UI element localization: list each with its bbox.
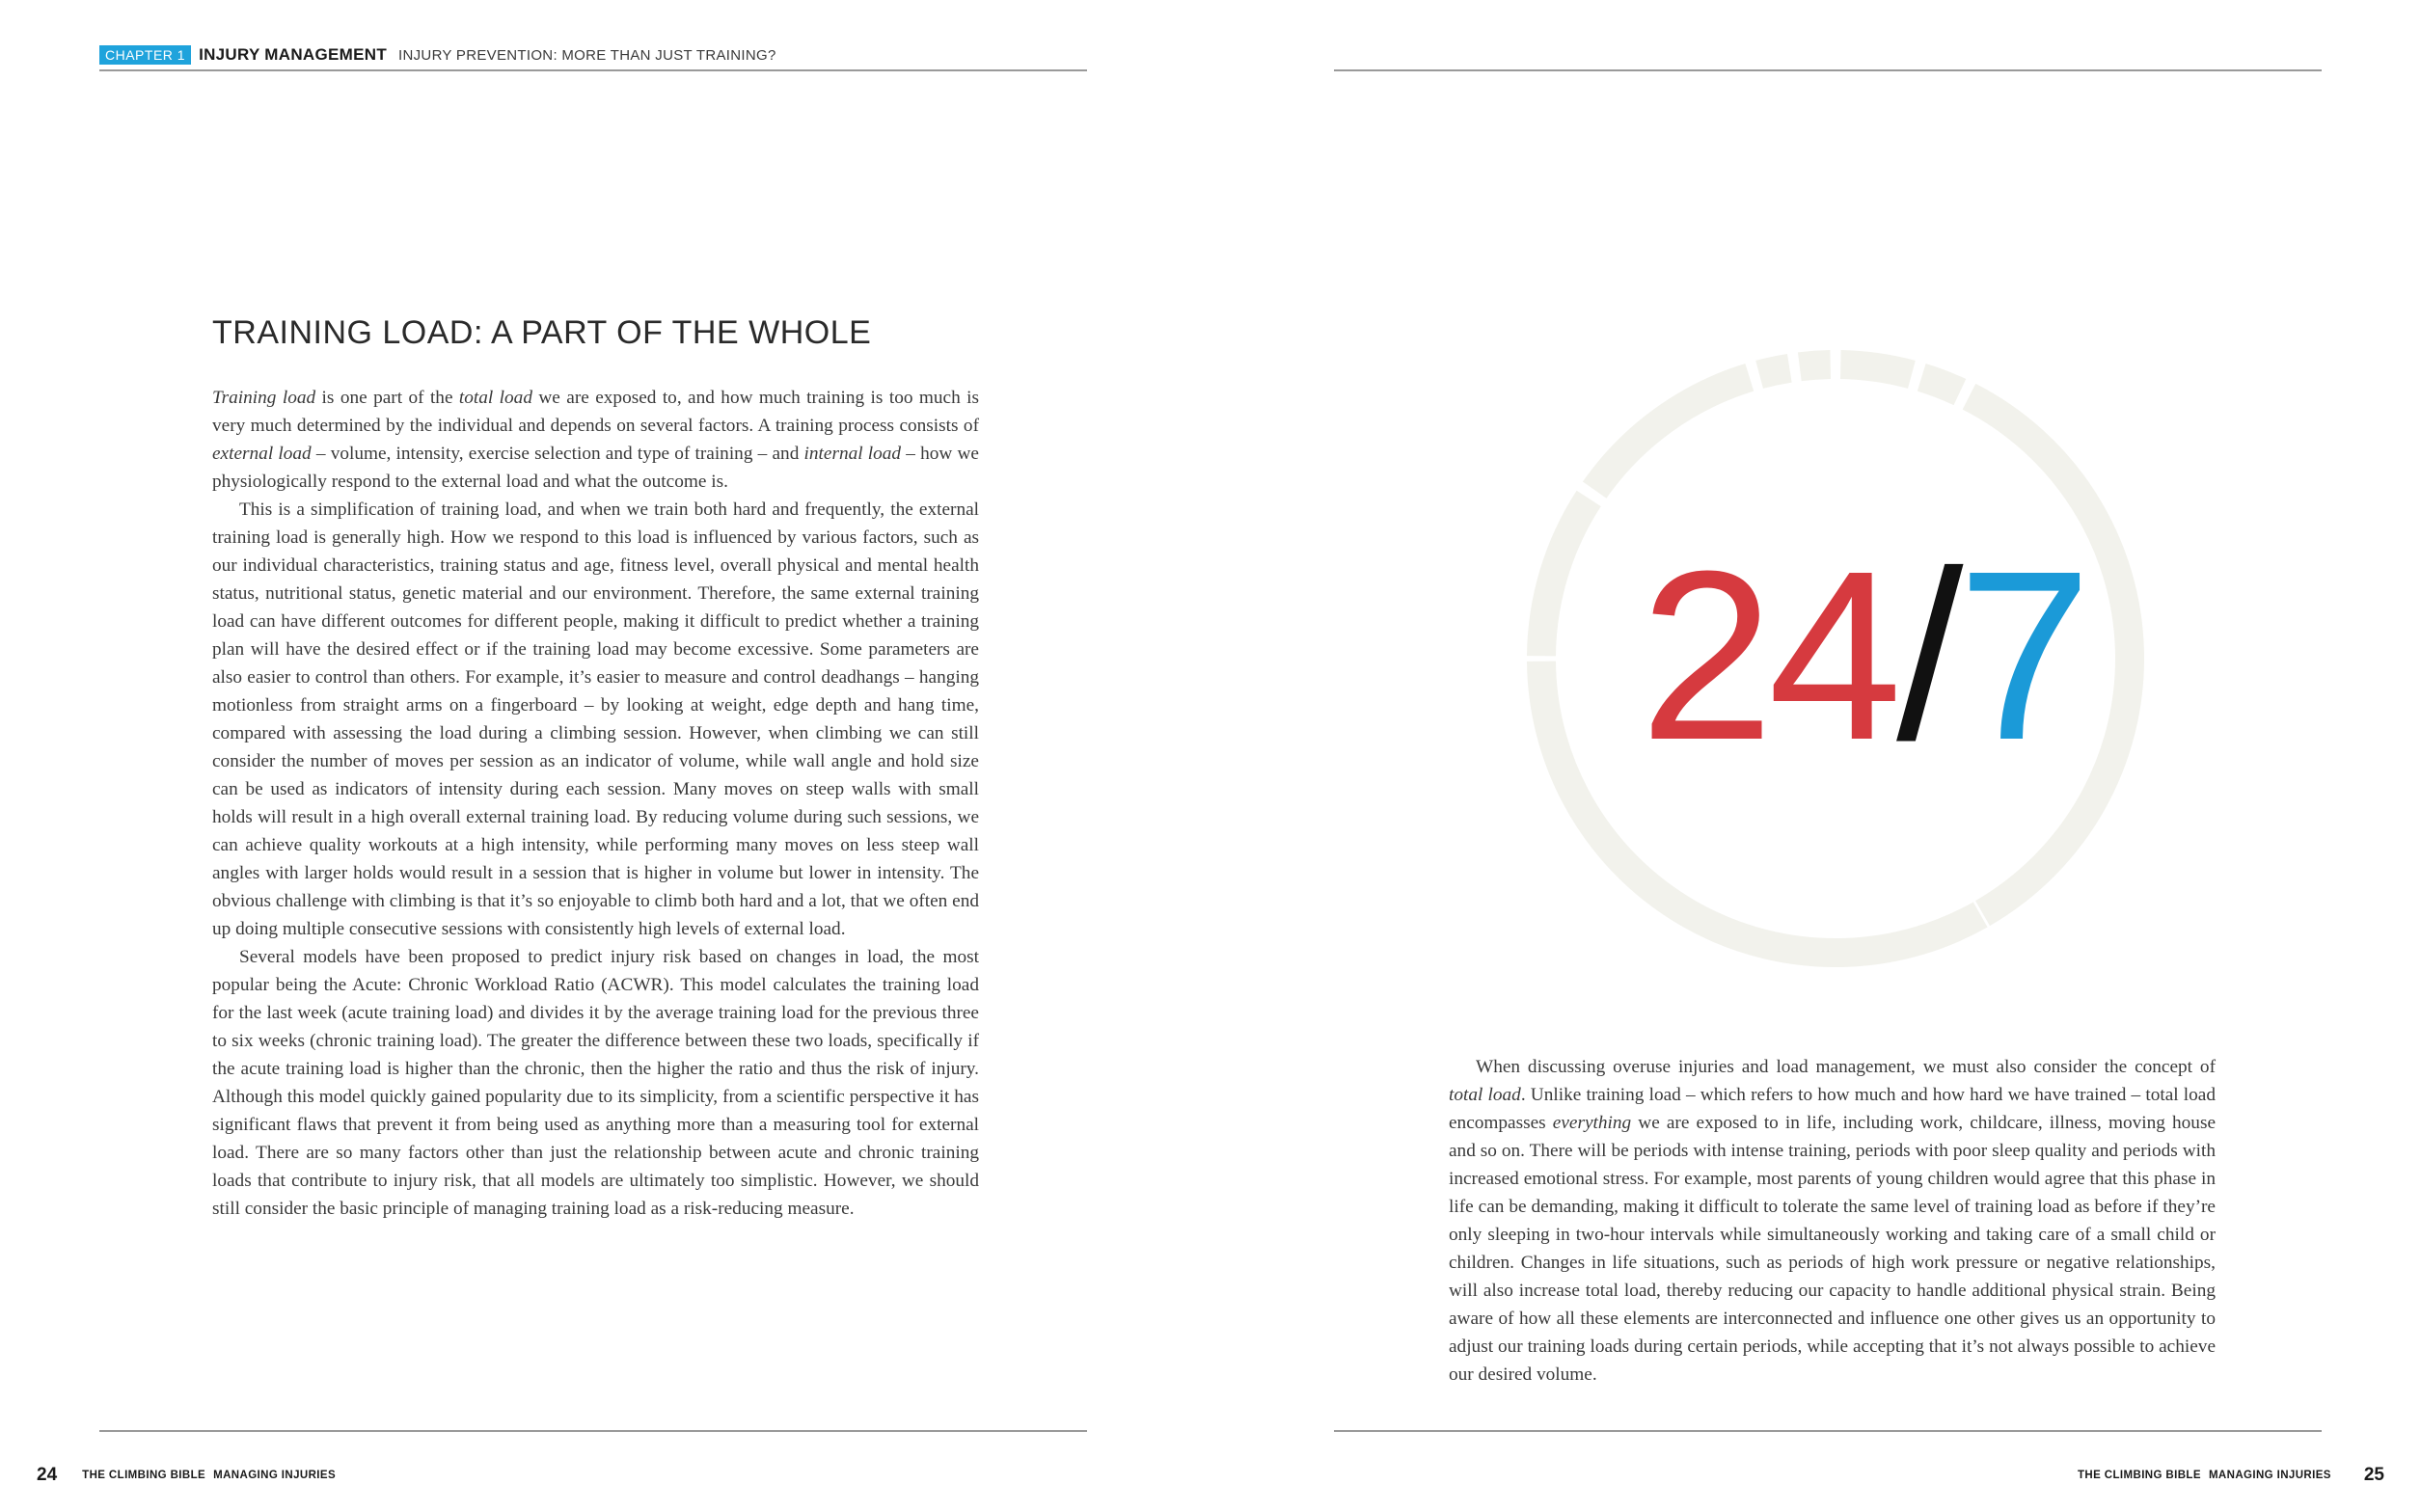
chapter-tag: CHAPTER 1: [99, 45, 191, 65]
ring-segment: [1800, 364, 1831, 366]
body-paragraph: [1449, 1053, 2216, 1389]
text-run: we are exposed to in life, including work, childcare, illness, moving house and so on. There will be periods with intense training, periods with poor sleep quality and periods with increased emotional stress. For example, most parents of young children would agree that this phase in life can be demanding, making it difficult to tolerate the same level of training load as before if they’re only sleeping in two-hour intervals while simultaneously working and taking care of a small child or children. Changes in life situations, such as periods of high work pressure or negative relationships, will also increase total load, thereby reducing our capacity to handle additional physical strain. Being aware of how all these elements are interconnected and influence one other gives us an opportunity to adjust our training loads during certain periods, while accepting that it’s not always possible to achieve our desired volume.: [1449, 1113, 2217, 1385]
text-run: Several models have been proposed to predict injury risk based on changes in load, the most popular being the Acute: Chronic Workload Ratio (ACWR). This model calculates the training load for the last week (acute training load) and divides it by the average training load for the previous three to six weeks (chronic training load). The greater the difference between these two loads, specifically if the acute training load is higher than the chronic, then the higher the ratio and thus the risk of injury. Although this model quickly gained popularity due to its simplicity, from a scientific perspective it has significant flaws that prevent it from being used as anything more than a measuring tool for external load. There are so many factors other than just the relationship between acute and chronic training loads that contribute to injury risk, that all models are ultimately too simplistic. However, we should still consider the basic principle of managing training load as a risk-reducing measure.: [212, 947, 979, 1219]
text-run: is one part of the: [315, 388, 459, 408]
footer-left: [37, 1465, 336, 1486]
page-number-left: 24: [37, 1465, 58, 1485]
body-paragraph: [212, 384, 979, 496]
body-paragraph: [212, 943, 979, 1223]
twenty-four-seven-label: [1640, 521, 2086, 790]
footer-book-subtitle: MANAGING INJURIES: [213, 1470, 337, 1481]
ring-segment: [1921, 377, 1960, 392]
italic-term: total load: [1449, 1085, 1521, 1105]
footer-book-subtitle: MANAGING INJURIES: [2208, 1470, 2331, 1481]
italic-term: external load: [212, 444, 312, 464]
digit-7: 7: [1957, 521, 2086, 790]
ring-segment: [1759, 368, 1789, 375]
footer-book-title: THE CLIMBING BIBLE: [82, 1470, 206, 1481]
ring-segment: [1840, 364, 1912, 374]
text-run: – volume, intensity, exercise selection and type of training – and: [311, 444, 804, 464]
header-rule-right: [1334, 69, 2322, 71]
italic-term: total load: [458, 388, 532, 408]
footer-book-title: THE CLIMBING BIBLE: [2077, 1470, 2201, 1481]
footer-rule-left: [99, 1430, 1087, 1432]
text-run: . Unlike training load – which refers to how much and how hard we have trained – total load encompasses: [1449, 1085, 2216, 1133]
text-run: This is a simplification of training load, and when we train both hard and frequently, the external training load is generally high. How we respond to this load is influenced by various factors, such as our individual characteristics, training status and age, fitness level, overall physical and mental health status, nutritional status, genetic material and our environment. Therefore, the same external training load can have different outcomes for different people, making it difficult to predict whether a training plan will have the desired effect or if the training load may become excessive. Some parameters are also easier to control than others. For example, it’s easier to measure and control deadhangs – hanging motionless from straight arms on a fingerboard – by looking at weight, edge depth and hang time, compared with assessing the load during a climbing session. However, when climbing we can still consider the number of moves per session as an indicator of volume, while wall angle and hold size can be used as indicators of intensity during each session. Many moves on steep walls with small holds will result in a high overall external training load. By reducing volume during such sessions, we can achieve quality workouts at a high intensity, while performing many moves on less steep wall angles with larger holds would result in a session that is higher in volume but lower in intensity. The obvious challenge with climbing is that it’s so enjoyable to climb both hard and a lot, that we often end up doing multiple consecutive sessions with consistently high levels of external load.: [212, 500, 979, 939]
header-rule-left: [99, 69, 1087, 71]
right-body-text: [1449, 1053, 2216, 1389]
section-title: TRAINING LOAD: A PART OF THE WHOLE: [212, 314, 872, 351]
text-run: – how we physiologically respond to the external load and what the outcome is.: [212, 444, 979, 492]
chapter-subtitle: INJURY PREVENTION: MORE THAN JUST TRAINING?: [398, 46, 776, 64]
digits-24: 24: [1640, 521, 1897, 790]
running-header: [99, 44, 776, 66]
body-paragraph: [212, 496, 979, 943]
text-run: we are exposed to, and how much training is too much is very much determined by the individual and depends on several factors. A training process consists of: [212, 388, 979, 436]
ring-segment: [1594, 377, 1750, 490]
page-number-right: 25: [2363, 1465, 2384, 1485]
italic-term: internal load: [803, 444, 902, 464]
italic-term: everything: [1552, 1113, 1632, 1133]
italic-term: Training load: [212, 388, 316, 408]
footer-right: [2078, 1465, 2384, 1486]
footer-rule-right: [1334, 1430, 2322, 1432]
text-run: When discussing overuse injuries and load management, we must also consider the concept of: [1476, 1057, 2216, 1077]
ring-segment: [1541, 499, 1589, 656]
slash-glyph: /: [1896, 521, 1958, 790]
left-body-text: [212, 384, 979, 1223]
chapter-name: INJURY MANAGEMENT: [199, 45, 388, 64]
